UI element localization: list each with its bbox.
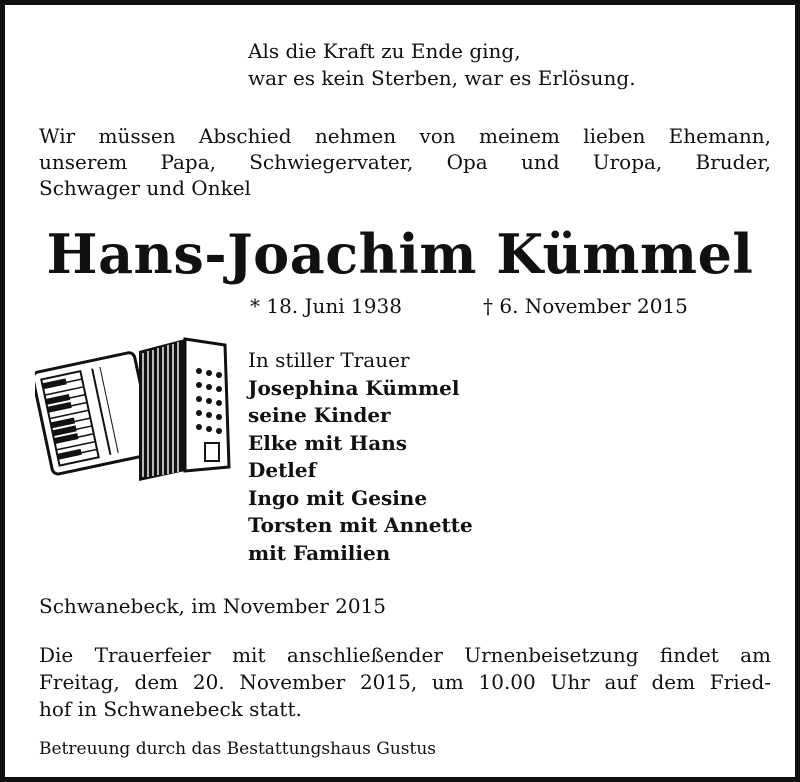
funeral-info: [39, 642, 771, 723]
mourner-name: Torsten mit Annette: [248, 513, 473, 537]
opening-poem: [248, 38, 636, 92]
intro-line: Schwager und Onkel: [39, 176, 251, 200]
deceased-name: Hans-Joachim Kümmel: [46, 222, 754, 286]
funeral-line: hof in Schwanebeck statt.: [39, 697, 302, 721]
poem-line: war es kein Sterben, war es Erlösung.: [248, 66, 636, 90]
mourner-name: Elke mit Hans: [248, 430, 408, 455]
funeral-line: Die Trauerfeier mit anschließender Urnenbeisetzung findet am: [39, 643, 771, 667]
mourners-block: [248, 347, 473, 567]
intro-line: Wir müssen Abschied nehmen von meinem lieben Ehemann,: [39, 124, 771, 148]
undertaker-note: Betreuung durch das Bestattungshaus Gustus: [39, 739, 437, 759]
mourner-name: mit Familien: [248, 540, 391, 565]
mourners-lead: In stiller Trauer: [248, 348, 410, 372]
accordion-icon: [35, 331, 235, 481]
death-date: † 6. November 2015: [483, 294, 688, 318]
funeral-line: Freitag, dem 20. November 2015, um 10.00 Uhr auf dem Fried-: [39, 670, 771, 694]
intro-line: unserem Papa, Schwiegervater, Opa und Uropa, Bruder,: [39, 150, 771, 174]
intro-text: [39, 123, 771, 201]
mourner-name: Detlef: [248, 458, 317, 482]
birth-date: * 18. Juni 1938: [250, 294, 402, 318]
mourner-name: seine Kinder: [248, 403, 391, 427]
mourner-name: Josephina Kümmel: [248, 375, 460, 400]
place-date: Schwanebeck, im November 2015: [39, 594, 387, 618]
mourner-name: Ingo mit Gesine: [248, 485, 428, 510]
poem-line: Als die Kraft zu Ende ging,: [248, 39, 521, 63]
